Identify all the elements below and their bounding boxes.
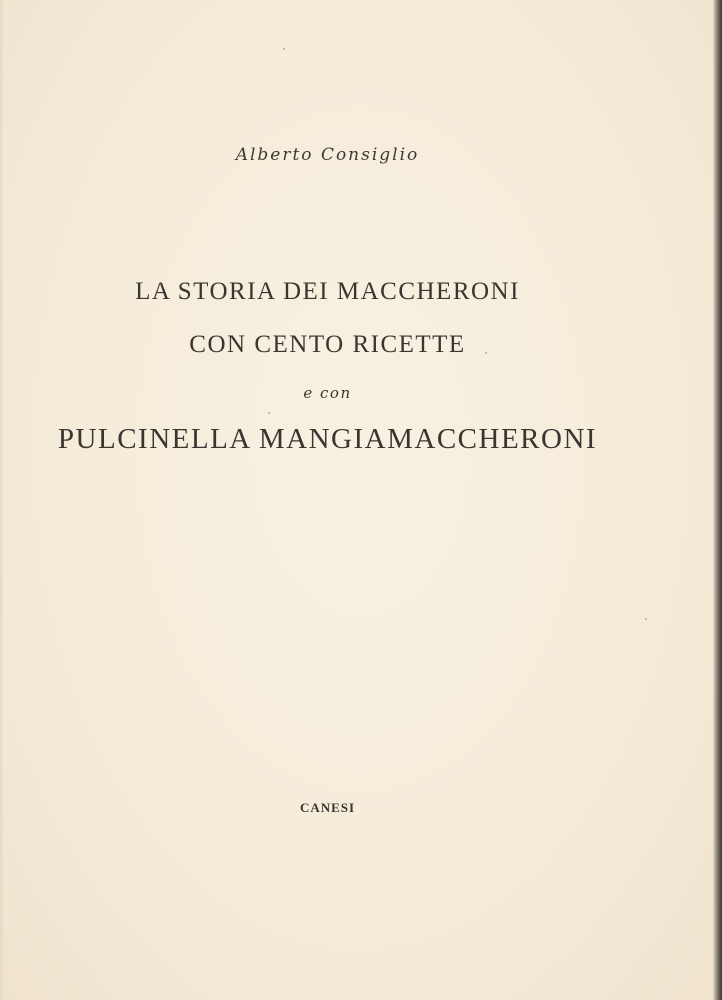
paper-speck — [485, 352, 487, 354]
title-line-2: CON CENTO RICETTE — [189, 331, 466, 358]
title-line-1: LA STORIA DEI MACCHERONI — [135, 278, 520, 305]
publisher-name: CANESI — [299, 800, 356, 815]
paper-speck — [645, 618, 647, 620]
author-name: Alberto Consiglio — [235, 145, 420, 165]
paper-speck — [268, 412, 270, 414]
page-right-edge — [713, 0, 722, 1000]
title-line-3: PULCINELLA MANGIAMACCHERONI — [57, 423, 598, 455]
title-conjunction: e con — [303, 384, 352, 402]
paper-speck — [283, 48, 285, 50]
